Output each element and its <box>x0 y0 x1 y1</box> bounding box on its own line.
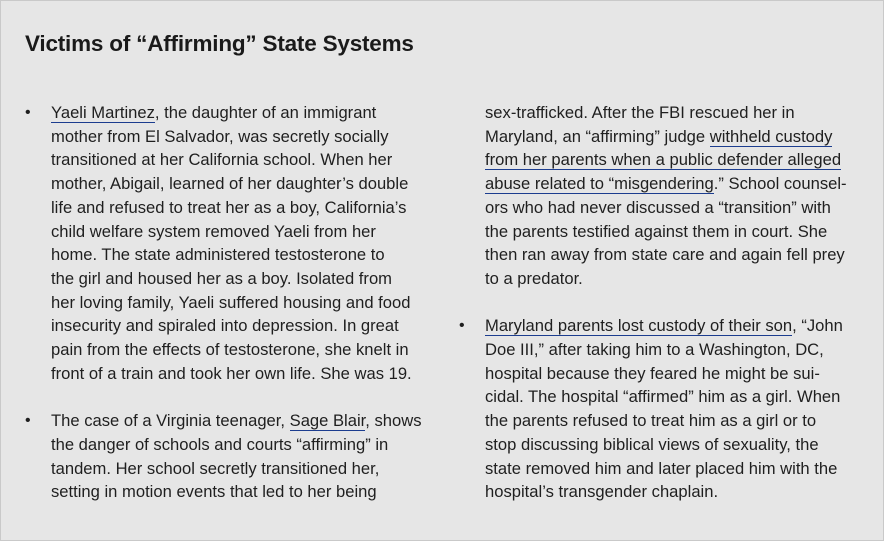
text-line <box>51 291 445 315</box>
text-run: , the daughter of an immigrant <box>154 103 377 122</box>
text-line <box>51 338 445 362</box>
text-run: hospital because they feared he might be sui- <box>485 363 820 383</box>
text-run: , “John <box>792 316 843 336</box>
text-line <box>51 433 445 457</box>
text-line <box>485 196 869 220</box>
bullet-item <box>25 101 445 385</box>
text-run: her loving family, Yaeli suffered housing and food <box>51 292 411 312</box>
text-run: , shows <box>365 411 422 431</box>
text-line <box>51 172 445 196</box>
text-run: then ran away from state care and again fell prey <box>485 245 845 265</box>
panel-title: Victims of “Affirming” State Systems <box>25 31 414 56</box>
text-line <box>485 101 869 125</box>
text-line <box>51 457 445 481</box>
hyperlink[interactable]: Maryland parents lost custody of their son <box>485 316 793 336</box>
bullet-item <box>25 409 445 504</box>
text-line <box>51 243 445 267</box>
text-run: the parents testified against them in court. She <box>485 221 828 241</box>
text-line <box>51 480 445 504</box>
text-run: the girl and housed her as a boy. Isolated from <box>51 268 392 288</box>
text-run: cidal. The hospital “affirmed” him as a girl. When <box>485 387 841 407</box>
text-line <box>485 457 869 481</box>
text-run: tandem. Her school secretly transitioned her, <box>51 458 380 478</box>
hyperlink[interactable]: withheld custody <box>709 126 833 146</box>
text-run: hospital’s transgender chaplain. <box>485 482 719 502</box>
text-run: Maryland, an “affirming” judge <box>485 126 710 146</box>
text-run: ors who had never discussed a “transition” with <box>485 197 831 217</box>
text-line <box>485 409 869 433</box>
text-line <box>51 314 445 338</box>
bullet-item <box>459 314 869 504</box>
text-run: the danger of schools and courts “affirming” in <box>51 434 389 454</box>
text-line <box>51 362 445 386</box>
text-line <box>51 267 445 291</box>
text-line <box>485 220 869 244</box>
hyperlink[interactable]: from her parents when a public defender alleged <box>485 150 842 170</box>
text-run: home. The state administered testosterone to <box>51 245 385 265</box>
text-line <box>485 385 869 409</box>
text-line <box>485 314 869 338</box>
text-line <box>485 433 869 457</box>
text-run: life and refused to treat her as a boy, California’s <box>51 197 407 217</box>
bullet-icon: • <box>25 412 31 430</box>
text-run: child welfare system removed Yaeli from her <box>51 221 376 241</box>
bullet-icon: • <box>459 317 465 335</box>
text-line <box>51 101 445 125</box>
text-line <box>485 338 869 362</box>
text-run: The case of a Virginia teenager, <box>51 411 290 431</box>
text-run: front of a train and took her own life. She was 19. <box>51 363 412 383</box>
text-run: stop discussing biblical views of sexuality, the <box>485 434 819 454</box>
text-line <box>485 267 869 291</box>
text-line <box>485 148 869 172</box>
text-line <box>51 409 445 433</box>
text-line <box>485 480 869 504</box>
text-run: pain from the effects of testosterone, she knelt in <box>51 340 409 360</box>
text-run: transitioned at her California school. When her <box>51 150 393 170</box>
right-column <box>459 101 869 504</box>
text-line <box>485 172 869 196</box>
text-line <box>51 196 445 220</box>
text-run: .” School counsel- <box>713 174 847 194</box>
text-line <box>485 243 869 267</box>
left-column <box>25 101 445 504</box>
text-run: state removed him and later placed him with the <box>485 458 838 478</box>
text-line <box>485 362 869 386</box>
text-line <box>51 220 445 244</box>
text-run: mother from El Salvador, was secretly socially <box>51 126 389 146</box>
text-line <box>485 125 869 149</box>
text-line <box>51 148 445 172</box>
text-line <box>51 125 445 149</box>
text-run: sex-trafficked. After the FBI rescued her in <box>485 103 795 122</box>
hyperlink[interactable]: Sage Blair <box>289 411 366 431</box>
text-run: to a predator. <box>485 268 583 288</box>
text-run: setting in motion events that led to her being <box>51 482 377 502</box>
text-run: the parents refused to treat him as a girl or to <box>485 411 817 431</box>
hyperlink[interactable]: Yaeli Martinez <box>51 103 155 122</box>
bullet-item-continuation <box>459 101 869 291</box>
hyperlink[interactable]: abuse related to “misgendering <box>485 174 714 194</box>
text-run: mother, Abigail, learned of her daughter’s double <box>51 174 409 194</box>
text-run: Doe III,” after taking him to a Washington, DC, <box>485 340 824 360</box>
bullet-icon: • <box>25 104 31 121</box>
text-run: insecurity and spiraled into depression. In great <box>51 316 399 336</box>
